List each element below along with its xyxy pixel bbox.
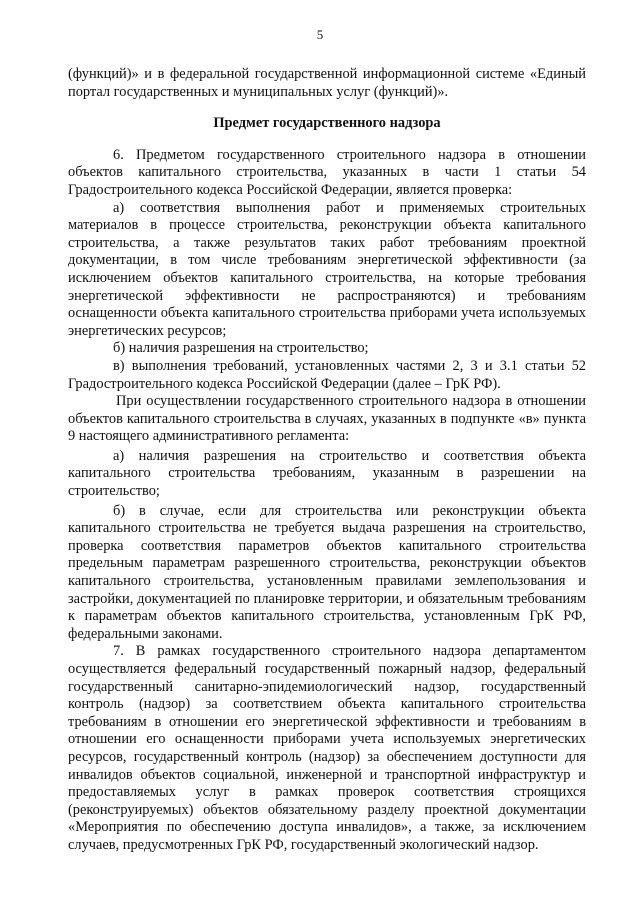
paragraph-impl-a: а) наличия разрешения на строительство и соответствия объекта капитального строительства требованиям, указанным в разрешении на строительство; (68, 447, 586, 500)
paragraph-6-b: б) наличия разрешения на строительство; (113, 340, 369, 357)
paragraph-intro-continuation: (функций)» и в федеральной государственной информационной системе «Единый портал государственных и муниципальных услуг (функций)». (68, 66, 586, 100)
section-heading: Предмет государственного надзора (213, 115, 441, 132)
paragraph-item-7: 7. В рамках государственного строительного надзора департаментом осуществляется федеральный государственный пожарный надзор, федеральный государственный санитарно-эпидемиологический надзор, государственный контроль (надзор) за соответствием объекта капитального строительства требованиям в отношении его энергетической эффективности и требованиям в отношении его оснащенности приборами учета используемых энергетических ресурсов, государственный контроль (надзор) за обеспечением доступности для инвалидов объектов социальной, инженерной и транспортной инфраструктур и предоставляемых услуг в рамках проверок соответствия строящихся (реконструируемых) объектов обязательному разделу проектной документации «Мероприятия по обеспечению доступа инвалидов», а также, за исключением случаев, предусмотренных ГрК РФ, государственный экологический надзор. (68, 643, 586, 853)
paragraph-6-a: а) соответствия выполнения работ и применяемых строительных материалов в процессе строительства, реконструкции объекта капитального строительства, а также результатов таких работ требованиям проектной документации, в том числе требованиям энергетической эффективности (за исключением объектов капитального строительства, на которые требования энергетической эффективности не распространяются) и требованиям оснащенности объекта капитального строительства приборами учета используемых энергетических ресурсов; (68, 199, 586, 339)
paragraph-item-6: 6. Предметом государственного строительного надзора в отношении объектов капитального строительства, указанных в части 1 статьи 54 Градостроительного кодекса Российской Федерации, является проверка: (68, 146, 586, 198)
paragraph-implementation: При осуществлении государственного строительного надзора в отношении объектов капитального строительства в случаях, указанных в подпункте «в» пункта 9 настоящего административного регламента: (68, 393, 586, 445)
paragraph-impl-b: б) в случае, если для строительства или реконструкции объекта капитального строительства не требуется выдача разрешения на строительство, проверка соответствия параметров объектов капитального строительства предельным параметрам разрешенного строительства, реконструкции объектов капитального строительства, установленным правилами землепользования и застройки, документацией по планировке территории, и обязательным требованиям к параметрам объектов капитального строительства, установленным ГрК РФ, федеральными законами. (68, 502, 586, 642)
page-number: 5 (316, 27, 324, 42)
paragraph-6-v: в) выполнения требований, установленных частями 2, 3 и 3.1 статьи 52 Градостроительного кодекса Российской Федерации (далее – ГрК РФ). (68, 357, 586, 392)
document-body (68, 66, 586, 855)
